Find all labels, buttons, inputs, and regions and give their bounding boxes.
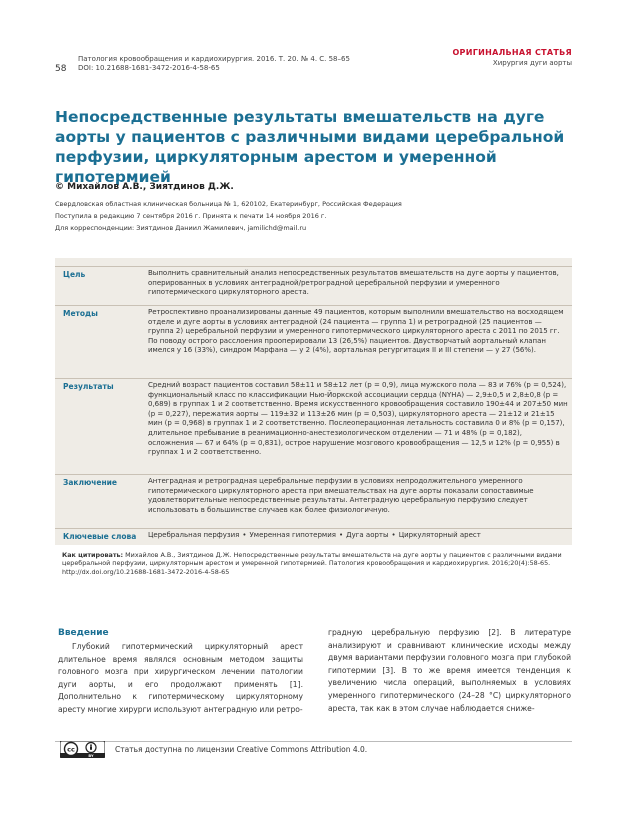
journal-info bbox=[78, 55, 350, 73]
methods-text: Ретроспективно проанализированы данные 49 пациентов, которым выполнили вмешательство на восходящем отделе и дуге аорты в условиях антеградной (24 пациента — группа 1) и ретроградной (25 пациентов — группа 2) церебральной перфузии и умеренного гипотермического циркуляторного ареста с 2011 по 2015 гг. По поводу острого расслоения прооперировали 13 (26,5%) пациентов. Двустворчатый аортальный клапан имелся у 16 (33%), синдром Марфана — у 2 (4%), аортальная регургитация II и III степени — у 27 (56%). bbox=[148, 308, 564, 355]
intro-heading: Введение bbox=[58, 628, 109, 638]
conclusion-label: Заключение bbox=[63, 478, 118, 487]
keyword: Церебральная перфузия bbox=[148, 531, 240, 539]
keyword: Умеренная гипотермия bbox=[249, 531, 336, 539]
citation bbox=[62, 551, 570, 576]
intro-paragraph: градную церебральную перфузию [2]. В литературе анализируют и сравнивают клинические исходы между двумя вариантами перфузии головного мозга при глубокой гипотермии [3]. В то же время имеется тенденция к увеличению числа операций, выполняемых в условиях умеренного гипотермического (24–28 °С) циркуляторного ареста, так как в этом случае наблюдается сниже- bbox=[328, 628, 571, 713]
methods-label: Методы bbox=[63, 309, 98, 318]
conclusion-text: Антеградная и ретроградная церебральные перфузии в условиях непродолжительного умеренного гипотермического циркуляторного ареста при вмешательствах на дуге аорты показали сопоставимые удовлетворительные непосредственные результаты. Антеградную церебральную перфузию следует использовать в большинстве случаев как более физиологичную. bbox=[148, 477, 534, 514]
subsection-label: Хирургия дуги аорты bbox=[492, 59, 572, 67]
footer-divider bbox=[55, 741, 572, 742]
citation-text: Михайлов А.В., Зиятдинов Д.Ж. Непосредственные результаты вмешательств на дуге аорты у пациентов с различными видами церебральной перфузии, циркуляторным арестом и умеренной гипотермией. Патология кровообращения и кардиохирургия. 2016;20(4):58-65. http://dx.doi.org/10.21688-1681-3472-2016-4-58-65 bbox=[62, 551, 562, 576]
intro-paragraph: Глубокий гипотермический циркуляторный арест длительное время являлся основным методом защиты головного мозга при хирургическом лечении патологии дуги аорты, и его продолжают применять [1]. Дополнительно к гипотермическому циркуляторному аресту многие хирурги используют антеградную или ретро- bbox=[58, 642, 303, 714]
keyword-separator: • bbox=[391, 531, 396, 539]
cc-by-icon bbox=[60, 741, 105, 758]
received-dates: Поступила в редакцию 7 сентября 2016 г. Принята к печати 14 ноября 2016 г. bbox=[55, 212, 327, 220]
cc-glyph: cc bbox=[67, 745, 75, 754]
section-tag bbox=[452, 48, 572, 67]
affiliation: Свердловская областная клиническая больница № 1, 620102, Екатеринбург, Российская Федерация bbox=[55, 200, 402, 208]
keyword-separator: • bbox=[242, 531, 247, 539]
article-title: Непосредственные результаты вмешательств на дуге аорты у пациентов с различными видами церебральной перфузии, циркуляторным арестом и умеренной гипотермией bbox=[55, 108, 565, 186]
intro-column-1 bbox=[58, 641, 303, 717]
aim-label: Цель bbox=[63, 270, 86, 279]
by-glyph: BY bbox=[88, 754, 94, 758]
keyword: Дуга аорты bbox=[346, 531, 389, 539]
cc-by-badge bbox=[60, 741, 105, 758]
license-text: Статья доступна по лицензии Creative Commons Attribution 4.0. bbox=[115, 745, 368, 754]
results-text: Средний возраст пациентов составил 58±11 и 58±12 лет (p = 0,9), лица мужского пола — 83 и 76% (p = 0,524), функциональный класс по классификации Нью-Йоркской ассоциации сердца (NYHA) — 2,9±0,5 и 2,8±0,8 (p = 0,689) в группах 1 и 2 соответственно. Время искусственного кровообращения составило 190±44 и 207±50 мин (p = 0,227), пережатия аорты — 119±32 и 113±26 мин (p = 0,503), циркуляторного ареста — 21±12 и 21±15 мин (p = 0,968) в группах 1 и 2 соответственно. Послеоперационная летальность составила 0 и 8% (p = 0,157), длительное пребывание в реанимационно-анестезиологическом отделении — 71 и 48% (p = 0,182), осложнения — 67 и 64% (p = 0,831), острое нарушение мозгового кровообращения — 12,5 и 12% (p = 0,955) в группах 1 и 2 соответственно. bbox=[148, 381, 568, 457]
page-number: 58 bbox=[55, 64, 67, 74]
citation-label: Как цитировать: bbox=[62, 551, 124, 559]
keyword: Циркуляторный арест bbox=[398, 531, 481, 539]
intro-column-2 bbox=[328, 627, 571, 715]
abstract-methods bbox=[55, 305, 572, 378]
abstract-keywords bbox=[55, 528, 572, 545]
aim-text: Выполнить сравнительный анализ непосредственных результатов вмешательств на дуге аорты у пациентов, оперированных в условиях антеградной/ретроградной церебральной перфузии и умеренного гипотермического циркуляторного ареста. bbox=[148, 269, 559, 297]
results-label: Результаты bbox=[63, 382, 114, 391]
abstract-results bbox=[55, 378, 572, 474]
abstract-aim bbox=[55, 266, 572, 305]
journal-citation-line: Патология кровообращения и кардиохирургия. 2016. Т. 20. № 4. С. 58–65 bbox=[78, 55, 350, 63]
keyword-separator: • bbox=[338, 531, 344, 539]
keywords-list bbox=[148, 531, 568, 541]
authors: © Михайлов А.В., Зиятдинов Д.Ж. bbox=[55, 182, 234, 192]
journal-doi-line: DOI: 10.21688-1681-3472-2016-4-58-65 bbox=[78, 64, 220, 72]
keywords-label: Ключевые слова bbox=[63, 532, 137, 541]
section-label: ОРИГИНАЛЬНАЯ СТАТЬЯ bbox=[452, 48, 572, 57]
correspondence: Для корреспонденции: Зиятдинов Даниил Жамилевич, jamilichd@mail.ru bbox=[55, 224, 307, 232]
abstract-conclusion bbox=[55, 474, 572, 529]
